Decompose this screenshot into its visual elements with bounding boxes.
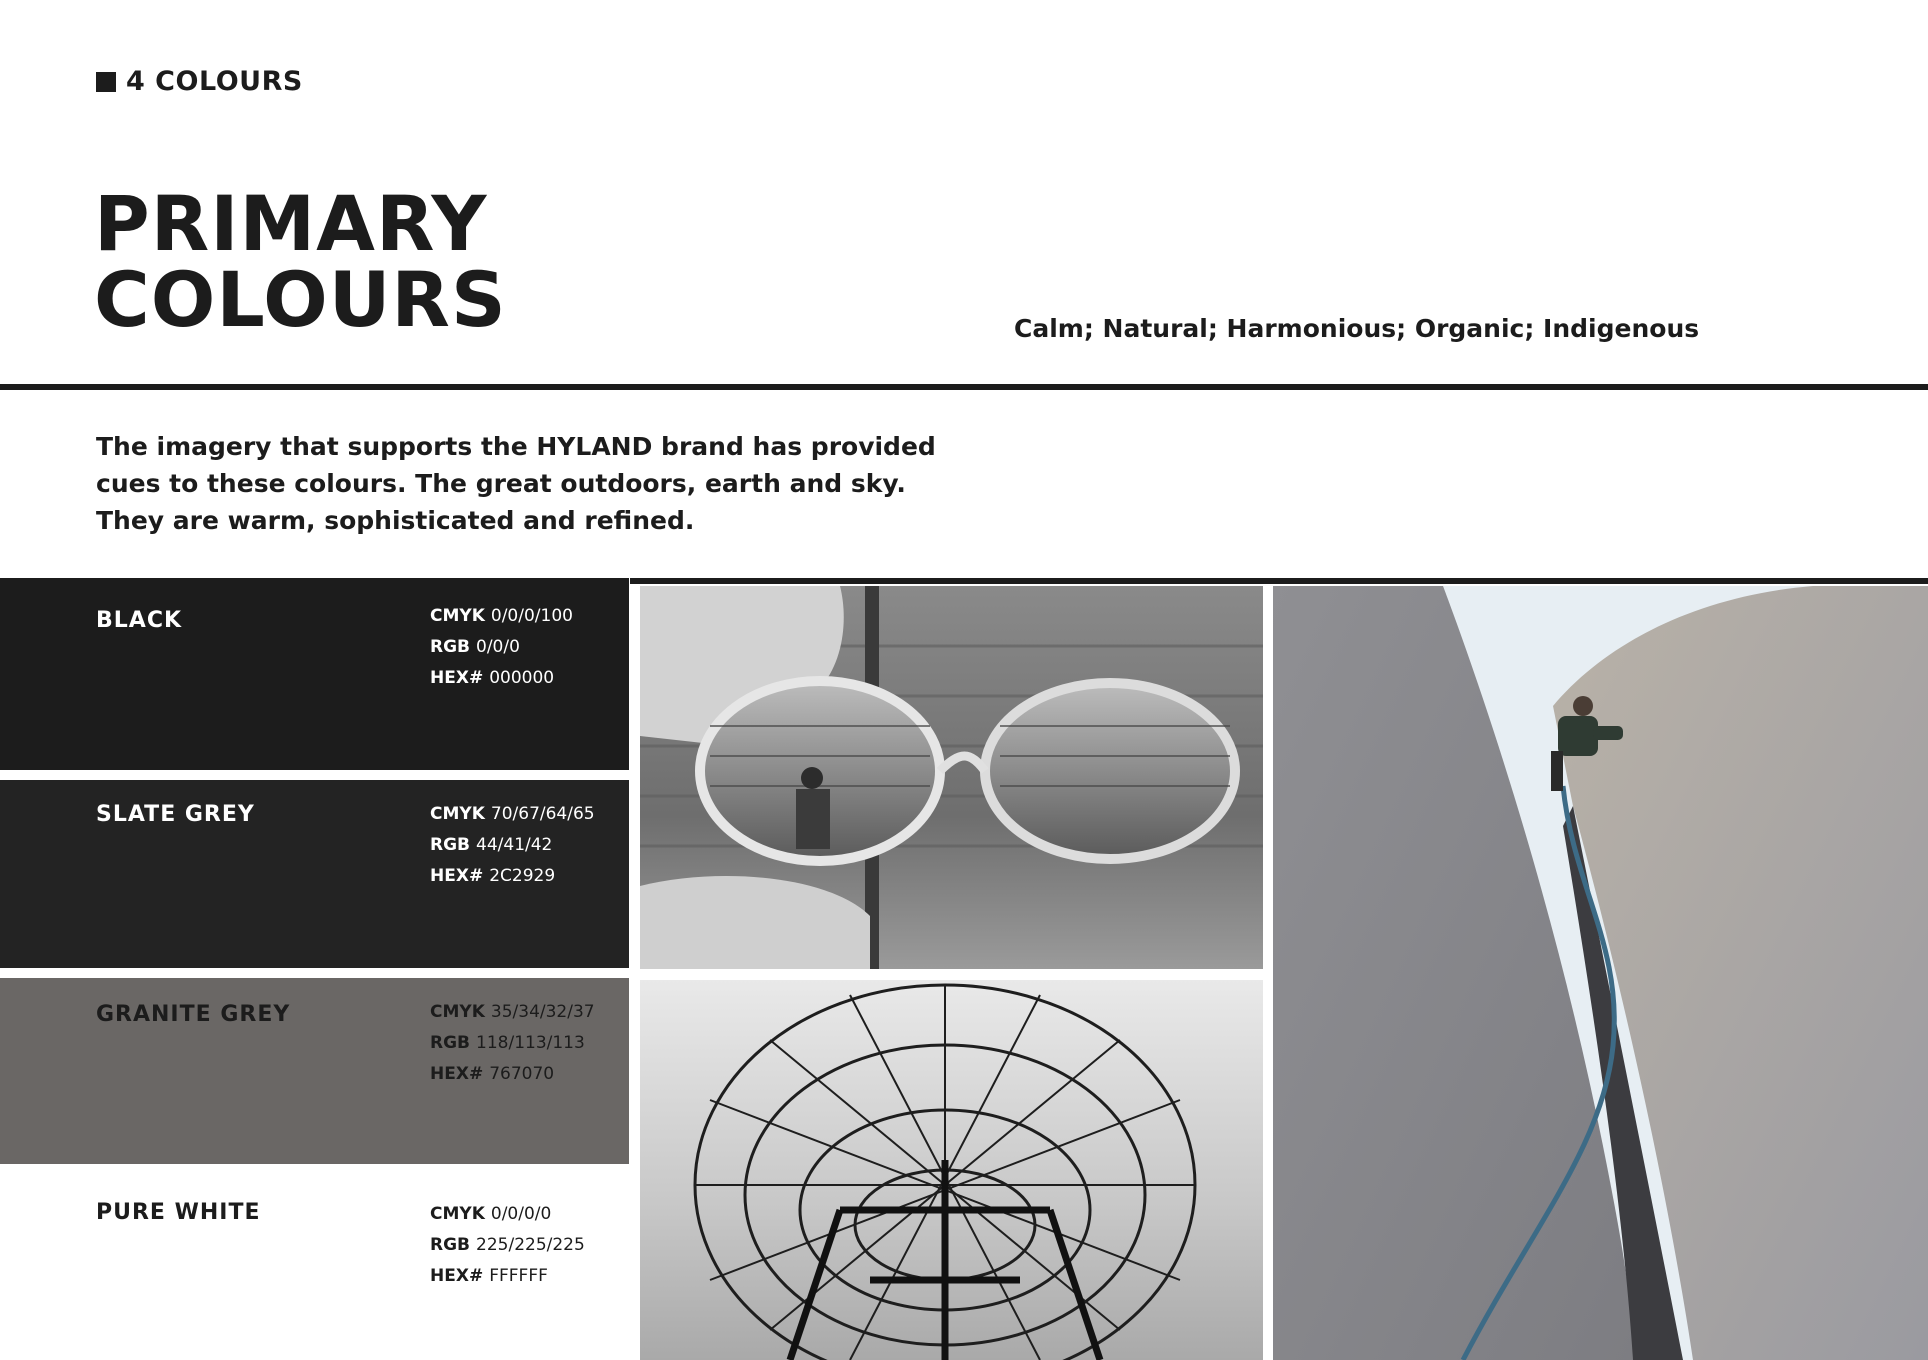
swatch-name: GRANITE GREY <box>96 1002 291 1027</box>
cmyk-value: CMYK 35/34/32/37 <box>430 1002 595 1022</box>
swatch-name: BLACK <box>96 608 183 633</box>
hex-value: HEX# FFFFFF <box>430 1266 548 1286</box>
rgb-value: RGB 44/41/42 <box>430 835 553 855</box>
cmyk-value: CMYK 70/67/64/65 <box>430 804 595 824</box>
swatch-values <box>430 601 573 694</box>
swatch-name: PURE WHITE <box>96 1200 261 1225</box>
page-title <box>94 179 507 344</box>
cmyk-value: CMYK 0/0/0/0 <box>430 1204 552 1224</box>
cmyk-value: CMYK 0/0/0/100 <box>430 606 573 626</box>
section-label <box>96 66 303 97</box>
hex-value: HEX# 2C2929 <box>430 866 556 886</box>
section-label-text: 4 COLOURS <box>126 66 303 97</box>
rgb-value: RGB 225/225/225 <box>430 1235 585 1255</box>
rgb-value: RGB 0/0/0 <box>430 637 520 657</box>
radio-telescope-photo-icon <box>640 980 1263 1360</box>
divider-top <box>0 384 1928 390</box>
hex-value: HEX# 000000 <box>430 668 555 688</box>
swatch-pure-white <box>0 1174 629 1360</box>
swatch-black <box>0 578 629 770</box>
page-title-line-2: COLOURS <box>94 255 507 344</box>
glasses-photo-icon <box>640 586 1263 969</box>
swatch-granite-grey <box>0 978 629 1164</box>
swatch-values <box>430 1199 585 1292</box>
page-title-line-1: PRIMARY <box>94 179 488 268</box>
swatch-values <box>430 799 595 892</box>
swatch-slate-grey <box>0 780 629 968</box>
rock-climber-photo-icon <box>1273 586 1928 1360</box>
divider-middle <box>630 578 1928 584</box>
intro-paragraph: The imagery that supports the HYLAND brand has provided cues to these colours. The great outdoors, earth and sky. They are warm, sophisticated and refined. <box>96 432 936 535</box>
swatch-name: SLATE GREY <box>96 802 255 827</box>
hex-value: HEX# 767070 <box>430 1064 555 1084</box>
swatch-values <box>430 997 595 1090</box>
tagline: Calm; Natural; Harmonious; Organic; Indigenous <box>1014 314 1700 343</box>
square-bullet-icon <box>96 72 116 92</box>
rgb-value: RGB 118/113/113 <box>430 1033 585 1053</box>
